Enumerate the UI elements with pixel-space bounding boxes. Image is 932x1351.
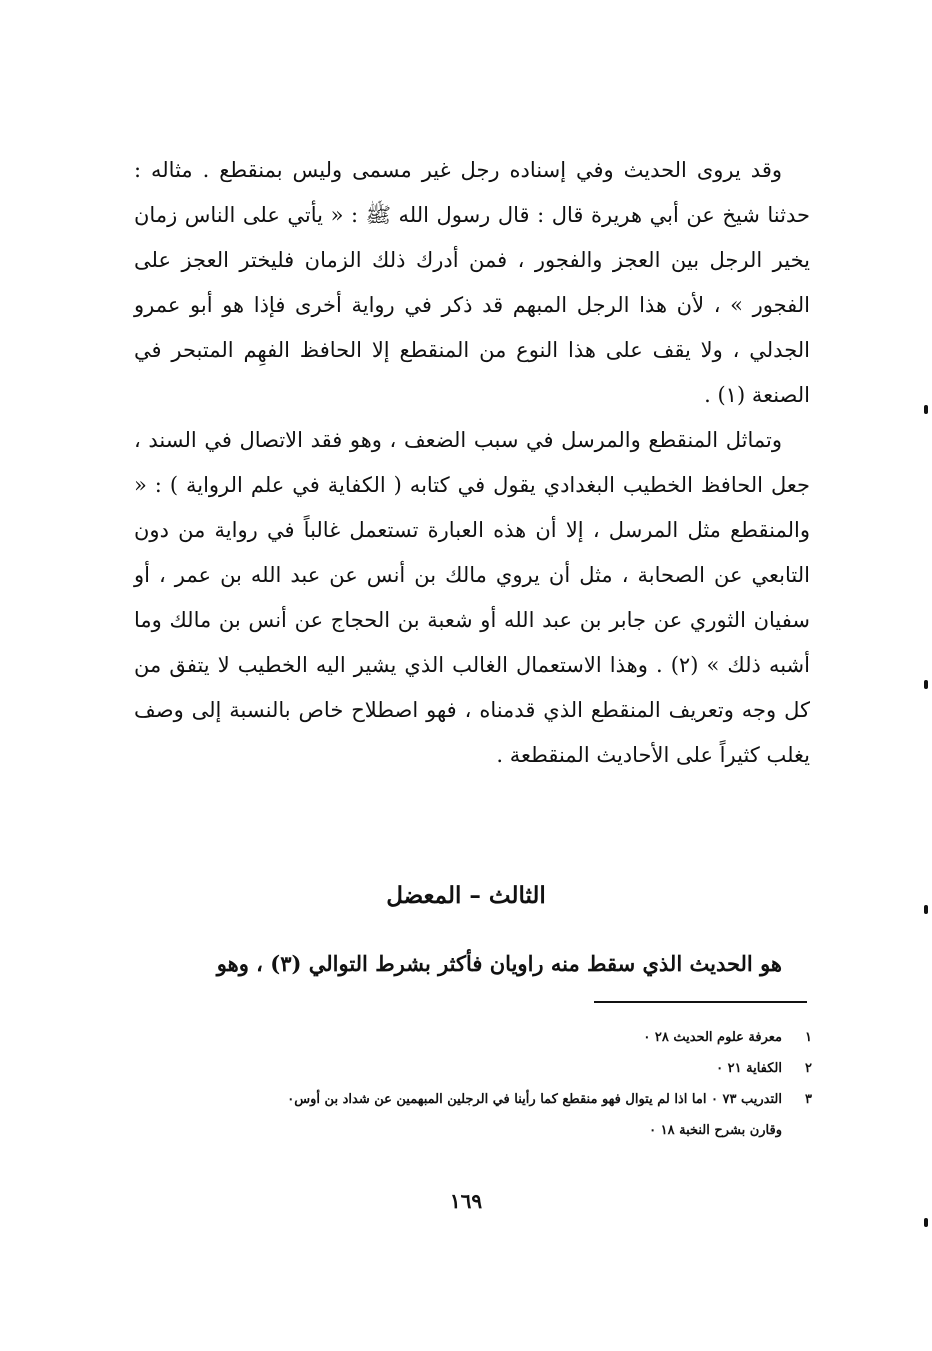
definition-line: هو الحديث الذي سقط منه راويان فأكثر بشرط التوالي (٣) ، وهو xyxy=(216,951,782,976)
scan-speck xyxy=(924,905,928,914)
main-text xyxy=(134,148,810,778)
footnote-text: معرفة علوم الحديث ٢٨ ٠ xyxy=(643,1030,782,1045)
section-heading: الثالث – المعضل xyxy=(386,882,546,909)
footnote-3-continuation: وقارن بشرح النخبة ١٨ ٠ xyxy=(649,1123,782,1138)
paragraph-2: وتماثل المنقطع والمرسل في سبب الضعف ، وهو فقد الاتصال في السند ، جعل الحافظ الخطيب البغدادي يقول في كتابه ( الكفاية في علم الرواية ) : « والمنقطع مثل المرسل ، إلا أن هذه العبارة تستعمل غالباً في رواية من دون التابعي عن الصحابة ، مثل أن يروي مالك بن أنس عن عبد الله بن عمر ، أو سفيان الثوري عن جابر بن عبد الله أو شعبة بن الحجاج عن أنس بن مالك وما أشبه ذلك » (٢) . وهذا الاستعمال الغالب الذي يشير اليه الخطيب لا يتفق من كل وجه وتعريف المنقطع الذي قدمناه ، فهو اصطلاح خاص بالنسبة إلى وصف يغلب كثيراً على الأحاديث المنقطعة . xyxy=(134,428,810,767)
footnote-number: ٢ xyxy=(805,1061,812,1076)
footnote-3 xyxy=(130,1084,812,1115)
footnote-number: ١ xyxy=(805,1030,812,1045)
footnote-number: ٣ xyxy=(805,1092,812,1107)
footnote-text: التدريب ٧٣ ٠ اما اذا لم يتوال فهو منقطع كما رأينا في الرجلين المبهمين عن شداد بن أوس٠ xyxy=(287,1092,782,1107)
footnotes xyxy=(130,1022,812,1146)
footnote-text: الكفاية ٢١ ٠ xyxy=(716,1061,782,1076)
scan-speck xyxy=(924,1218,928,1227)
footnote-separator xyxy=(594,1001,807,1003)
page-number: ١٦٩ xyxy=(449,1189,483,1213)
footnote-1 xyxy=(130,1022,812,1053)
scan-speck xyxy=(924,405,928,414)
paragraph-1: وقد يروى الحديث وفي إسناده رجل غير مسمى وليس بمنقطع . مثاله : حدثنا شيخ عن أبي هريرة قال : قال رسول الله ﷺ : « يأتي على الناس زمان يخير الرجل بين العجز والفجور ، فمن أدرك ذلك الزمان فليختر العجز على الفجور » ، لأن هذا الرجل المبهم قد ذكر في رواية أخرى فإذا هو أبو عمرو الجدلي ، ولا يقف على هذا النوع من المنقطع إلا الحافظ الفهِم المتبحر في الصنعة (١) . xyxy=(134,158,810,407)
footnote-2 xyxy=(130,1053,812,1084)
scan-speck xyxy=(924,680,928,689)
